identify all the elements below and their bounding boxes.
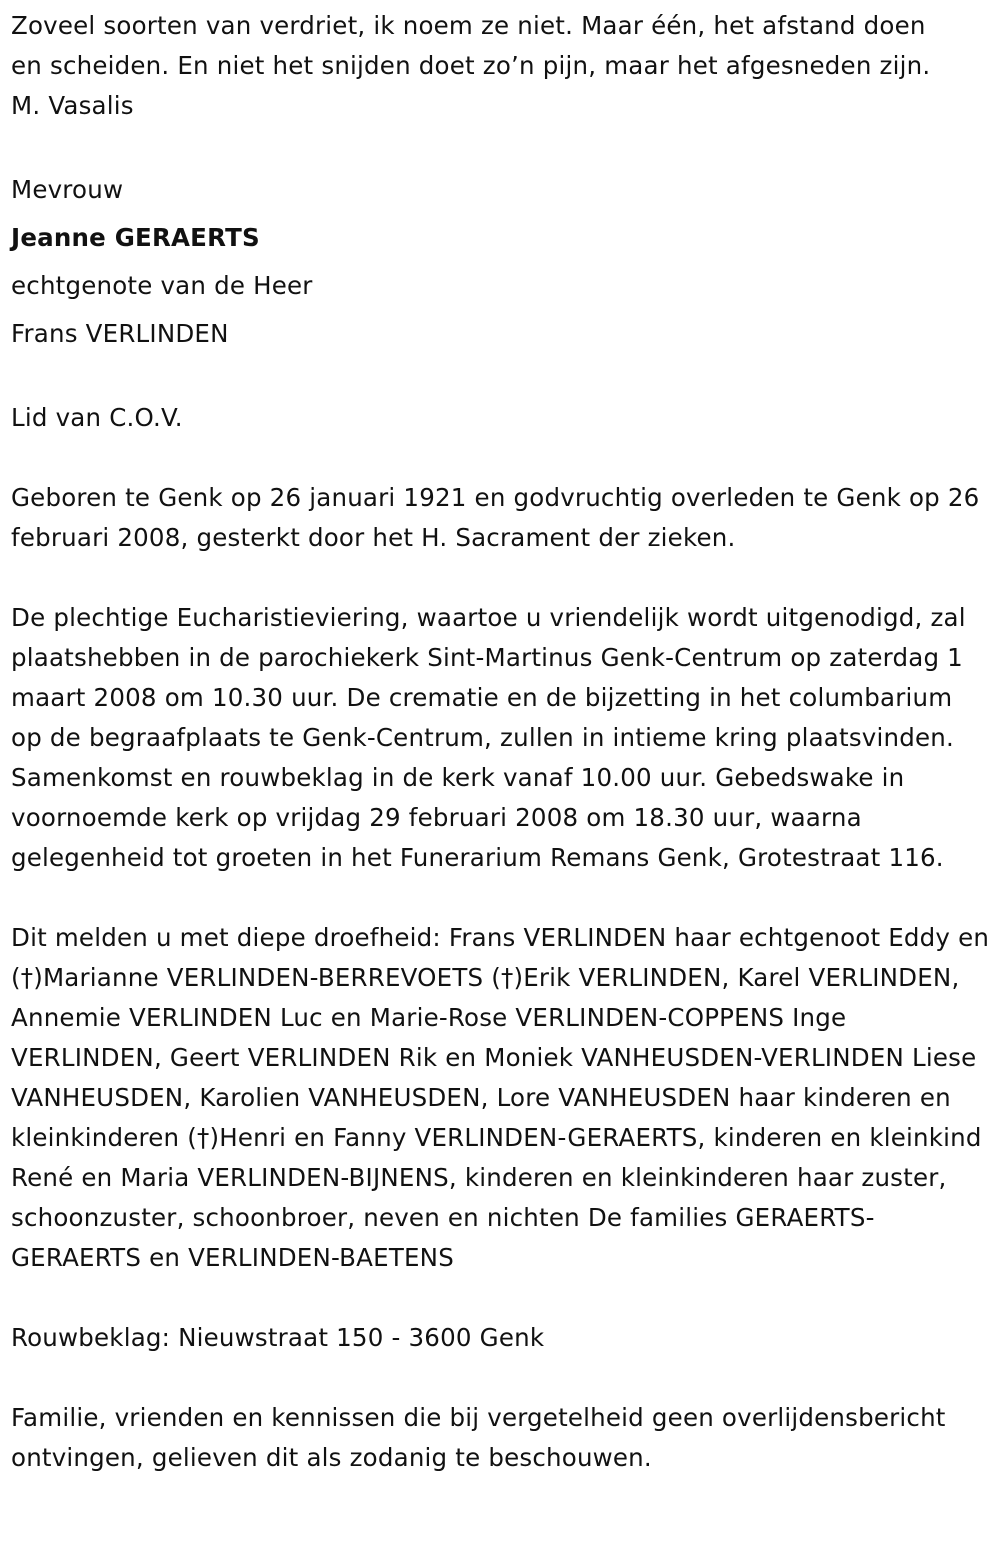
membership-text: Lid van C.O.V. — [11, 403, 183, 432]
birth-death-paragraph: Geboren te Genk op 26 januari 1921 en godvruchtig overleden te Genk op 26 februari 2008, gesterkt door het H. Sacrament der zieken. — [11, 483, 980, 552]
spacer — [11, 438, 990, 478]
deceased-name: Jeanne GERAERTS — [11, 223, 260, 252]
spouse-name: Frans VERLINDEN — [11, 319, 229, 348]
condolence-address: Rouwbeklag: Nieuwstraat 150 - 3600 Genk — [11, 1323, 545, 1352]
deceased-title: Mevrouw — [11, 175, 124, 204]
family-paragraph: Dit melden u met diepe droefheid: Frans VERLINDEN haar echtgenoot Eddy en (†)Marianne VERLINDEN-BERREVOETS (†)Erik VERLINDEN, Karel VERLINDEN, Annemie VERLINDEN Luc en Marie-Rose VERLINDEN-COPPENS Inge VERLINDEN, Geert VERLINDEN Rik en Moniek VANHEUSDEN-VERLINDEN Liese VANHEUSDEN, Karolien VANHEUSDEN, Lore VANHEUSDEN haar kinderen en kleinkinderen (†)Henri en Fanny VERLINDEN-GERAERTS, kinderen en kleinkind René en Maria VERLINDEN-BIJNENS, kinderen en kleinkinderen haar zuster, schoonzuster, schoonbroer, neven en nichten De families GERAERTS-GERAERTS en VERLINDEN-BAETENS — [11, 923, 990, 1272]
ceremony-paragraph: De plechtige Eucharistieviering, waartoe u vriendelijk wordt uitgenodigd, zal plaatshebben in de parochiekerk Sint-Martinus Genk-Centrum op zaterdag 1 maart 2008 om 10.30 uur. De crematie en de bijzetting in het columbarium op de begraafplaats te Genk-Centrum, zullen in intieme kring plaatsvinden. Samenkomst en rouwbeklag in de kerk vanaf 10.00 uur. Gebedswake in voornoemde kerk op vrijdag 29 februari 2008 om 18.30 uur, waarna gelegenheid tot groeten in het Funerarium Remans Genk, Grotestraat 116. — [11, 603, 966, 872]
quote-line: Zoveel soorten van verdriet, ik noem ze niet. Maar één, het afstand doen — [11, 11, 926, 40]
quote-author: M. Vasalis — [11, 91, 134, 120]
spacer — [11, 878, 990, 918]
spacer — [11, 126, 990, 166]
spacer — [11, 1358, 990, 1398]
spouse-intro: echtgenote van de Heer — [11, 271, 313, 300]
quote-block — [11, 6, 990, 126]
quote-line: en scheiden. En niet het snijden doet zo’n pijn, maar het afgesneden zijn. — [11, 51, 931, 80]
closing-paragraph: Familie, vrienden en kennissen die bij vergetelheid geen overlijdensbericht ontvingen, gelieven dit als zodanig te beschouwen. — [11, 1403, 946, 1472]
deceased-block — [11, 166, 990, 358]
spacer — [11, 558, 990, 598]
spacer — [11, 358, 990, 398]
spacer — [11, 1278, 990, 1318]
